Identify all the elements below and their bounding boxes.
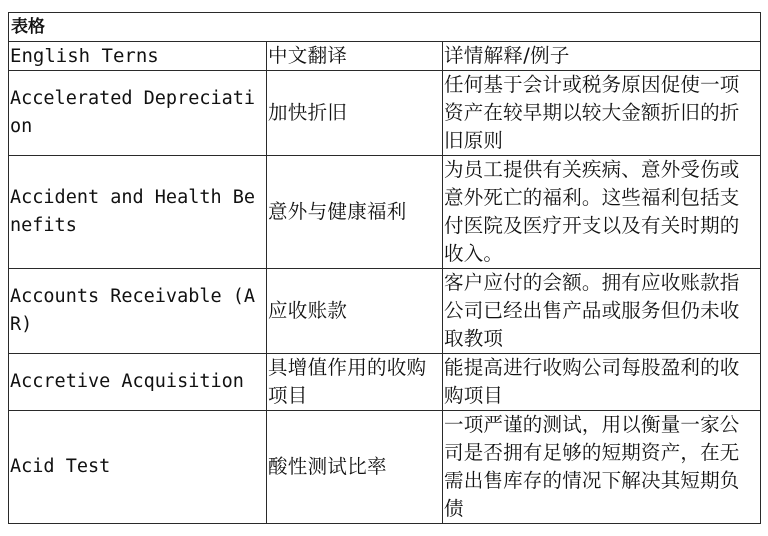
term-detail: 客户应付的会额。拥有应收账款指公司已经出售产品或服务但仍未收取教项 (443, 269, 761, 354)
table-row (9, 156, 761, 269)
term-chinese: 加快折旧 (267, 71, 443, 156)
glossary-sheet (8, 12, 760, 524)
term-chinese: 具增值作用的收购项目 (267, 354, 443, 411)
term-detail: 任何基于会计或税务原因促使一项资产在较早期以较大金额折旧的折旧原则 (443, 71, 761, 156)
glossary-table (8, 12, 761, 524)
term-english: Accelerated Depreciation (9, 71, 267, 156)
header-row (9, 42, 761, 71)
term-chinese: 酸性测试比率 (267, 411, 443, 524)
table-row (9, 411, 761, 524)
term-english: Acid Test (9, 411, 267, 524)
title-row (9, 13, 761, 42)
table-row (9, 71, 761, 156)
term-english: Accretive Acquisition (9, 354, 267, 411)
table-title: 表格 (9, 13, 761, 42)
header-chinese: 中文翻译 (267, 42, 443, 71)
term-detail: 一项严谨的测试，用以衡量一家公司是否拥有足够的短期资产，在无需出售库存的情况下解决其短期负债 (443, 411, 761, 524)
header-detail: 详情解释/例子 (443, 42, 761, 71)
term-detail: 为员工提供有关疾病、意外受伤或意外死亡的福利。这些福利包括支付医院及医疗开支以及有关时期的收入。 (443, 156, 761, 269)
table-row (9, 354, 761, 411)
term-english: Accident and Health Benefits (9, 156, 267, 269)
header-english: English Terns (9, 42, 267, 71)
term-detail: 能提高进行收购公司每股盈利的收购项目 (443, 354, 761, 411)
term-chinese: 应收账款 (267, 269, 443, 354)
term-english: Accounts Receivable (AR) (9, 269, 267, 354)
term-chinese: 意外与健康福利 (267, 156, 443, 269)
table-row (9, 269, 761, 354)
